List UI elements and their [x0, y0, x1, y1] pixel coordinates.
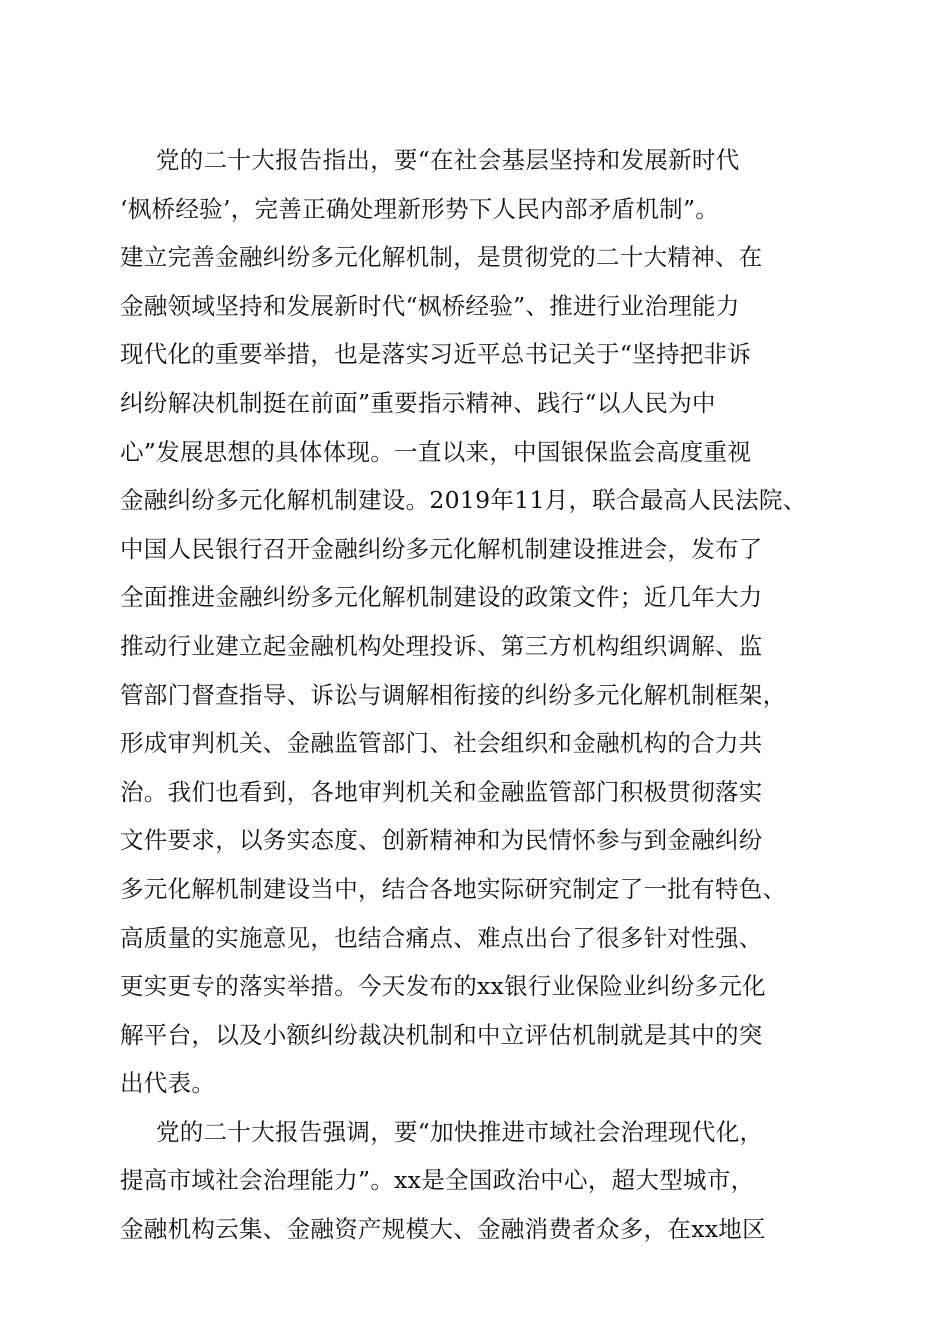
paragraph-1-line-5: 现代化的重要举措，也是落实习近平总书记关于“坚持把非诉 [120, 340, 752, 369]
paragraph-1-line-15: 文件要求，以务实态度、创新精神和为民情怀参与到金融纠纷 [120, 826, 763, 855]
paragraph-1-line-6: 纠纷解决机制挺在前面”重要指示精神、践行“以人民为中 [120, 388, 716, 417]
paragraph-1-line-16: 多元化解机制建设当中，结合各地实际研究制定了一批有特色、 [120, 874, 787, 903]
paragraph-1-line-13: 形成审判机关、金融监管部门、社会组织和金融机构的合力共 [120, 729, 763, 758]
paragraph-1-line-14: 治。我们也看到，各地审判机关和金融监管部门积极贯彻落实 [120, 777, 763, 806]
document-body [120, 136, 850, 1254]
paragraph-2-line-3: 金融机构云集、金融资产规模大、金融消费者众多，在xx地区 [120, 1215, 766, 1244]
paragraph-1-line-8: 金融纠纷多元化解机制建设。2019年11月，联合最高人民法院、 [120, 486, 807, 515]
paragraph-1-line-7: 心”发展思想的具体体现。一直以来，中国银保监会高度重视 [120, 437, 752, 466]
paragraph-1-line-1: 党的二十大报告指出，要“在社会基层坚持和发展新时代 [156, 146, 740, 174]
paragraph-1-line-19: 解平台，以及小额纠纷裁决机制和中立评估机制就是其中的突 [120, 1020, 763, 1049]
paragraph-2-line-2: 提高市域社会治理能力”。xx是全国政治中心，超大型城市， [120, 1166, 755, 1195]
paragraph-1-line-9: 中国人民银行召开金融纠纷多元化解机制建设推进会，发布了 [120, 534, 763, 563]
paragraph-1-line-12: 管部门督查指导、诉讼与调解相衔接的纠纷多元化解机制框架， [120, 680, 787, 709]
paragraph-1-line-20: 出代表。 [120, 1069, 216, 1098]
paragraph-1-line-11: 推动行业建立起金融机构处理投诉、第三方机构组织调解、监 [120, 631, 763, 660]
paragraph-1-line-2: ‘枫桥经验’，完善正确处理新形势下人民内部矛盾机制”。 [120, 194, 720, 223]
paragraph-1-line-17: 高质量的实施意见，也结合痛点、难点出台了很多针对性强、 [120, 923, 763, 952]
paragraph-1-line-3: 建立完善金融纠纷多元化解机制，是贯彻党的二十大精神、在 [120, 243, 763, 272]
paragraph-2-line-1: 党的二十大报告强调，要“加快推进市域社会治理现代化， [156, 1117, 764, 1146]
paragraph-1-line-18: 更实更专的落实举措。今天发布的xx银行业保险业纠纷多元化 [120, 972, 766, 1001]
paragraph-1-line-10: 全面推进金融纠纷多元化解机制建设的政策文件；近几年大力 [120, 583, 763, 612]
paragraph-1-line-4: 金融领域坚持和发展新时代“枫桥经验”、推进行业治理能力 [120, 291, 740, 320]
